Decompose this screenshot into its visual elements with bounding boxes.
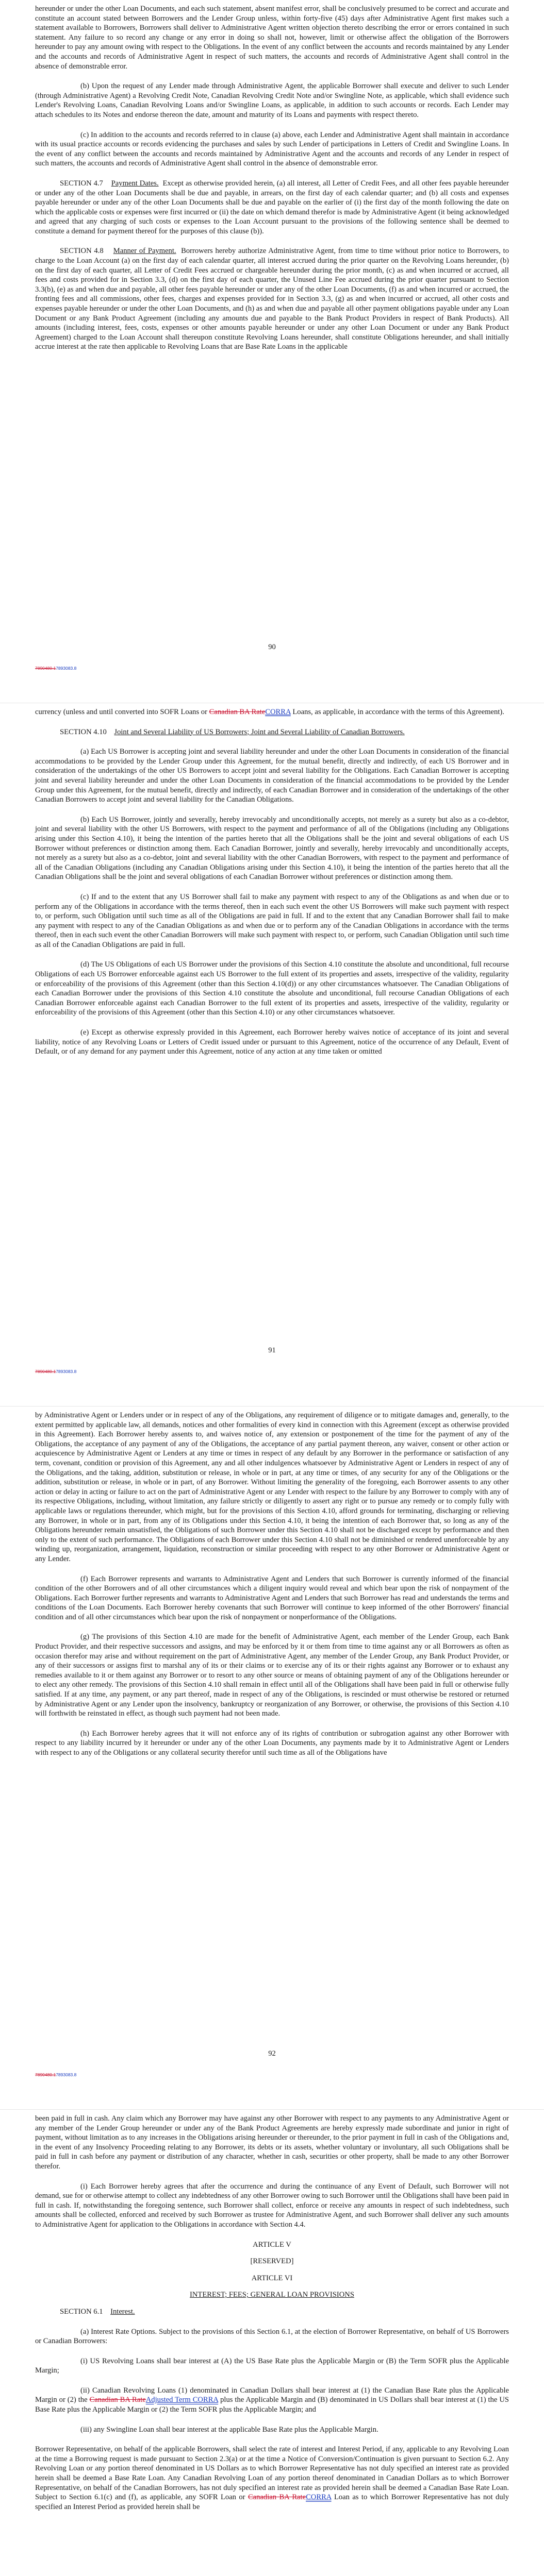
doc-id-deleted: 7890480.1: [35, 1369, 56, 1374]
paragraph: (c) In addition to the accounts and records referred to in clause (a) above, each Lender and Administrative Agent shall maintain in accordance with its usual practice accounts or records evidencing the purchases and sales by such Lender of participations in Letters of Credit and Swingline Loans. In the event of any conflict between the accounts and records maintained by Administrative Agent and the accounts and records of any Lender in respect of such matters, the accounts and records of Administrative Agent shall control in the absence of demonstrable error.: [35, 130, 509, 168]
deleted-text: Canadian BA Rate: [248, 2493, 306, 2502]
paragraph: (i) Each Borrower hereby agrees that after the occurrence and during the continuance of any Event of Default, such Borrower will not demand, sue for or otherwise attempt to collect any indebtedness of any other Borrower owing to such Borrower until the Obligations shall have been paid in full in cash. If, notwithstanding the foregoing sentence, such Borrower shall collect, enforce or receive any amounts in respect of such indebtedness, such amounts shall be collected, enforced and received by such Borrower as trustee for Administrative Agent, and such Borrower shall deliver any such amounts to Administrative Agent for application to the Obligations in accordance with Section 4.4.: [35, 2182, 509, 2229]
paragraph: (c) If and to the extent that any US Borrower shall fail to make any payment with respect to any of the Obligations as and when due or to perform any of the Obligations in accordance with the terms thereof, then in each such event the other US Borrowers will make such payment with respect to, or perform, such Obligation until such time as all of the Obligations are paid in full. If and to the extent that any Canadian Borrower shall fail to make any payment with respect to any of the Canadian Obligations as and when due or to perform any of the Canadian Obligations in accordance with the terms thereof, then in each such event the other Canadian Borrowers will make such payment with respect to, or perform, such Canadian Obligation until such time as all of the Canadian Obligations are paid in full.: [35, 892, 509, 949]
paragraph: (iii) any Swingline Loan shall bear interest at the applicable Base Rate plus the Applicable Margin.: [80, 2425, 378, 2434]
page-number: 91: [268, 1346, 276, 1354]
paragraph: hereunder or under the other Loan Documents, and each such statement, absent manifest error, shall be conclusively presumed to be correct and accurate and constitute an account stated between Borrowers and the Lender Group unless, within forty-five (45) days after Administrative Agent first makes such a statement available to Borrowers, Borrowers shall deliver to Administrative Agent written objection thereto describing the error or errors contained in such statement. Any failure to so record any change or any error in doing so shall not, however, limit or otherwise affect the obligation of the Borrowers hereunder to pay any amount owing with respect to the Obligations. In the event of any conflict between the accounts and records maintained by any Lender and the accounts and records of Administrative Agent in respect of such matters, the accounts and records of Administrative Agent shall control in the absence of demonstrable error.: [35, 5, 509, 71]
paragraph: [35, 246, 509, 352]
section-title: Interest.: [110, 2307, 135, 2316]
document-id: [35, 1369, 76, 1374]
section-number: SECTION 4.10: [60, 727, 107, 736]
paragraph: (b) Upon the request of any Lender made through Administrative Agent, the applicable Borrower shall execute and deliver to such Lender (through Administrative Agent) a Revolving Credit Note, Canadian Revolving Credit Note and/or Swingline Note, as applicable, which shall evidence such Lender's Revolving Loans, Canadian Revolving Loans and/or Swingline Loans, as applicable, in addition to such accounts or records. Each Lender may attach schedules to its Notes and endorse thereon the date, amount and maturity of its Loans and payments with respect thereto.: [35, 82, 509, 119]
document-id: [35, 2072, 76, 2077]
doc-id-inserted: 7893083.8: [56, 1369, 77, 1374]
text-run: Borrower Representative, on behalf of the applicable Borrowers, shall select the rate of interest and Interest Period, if any, applicable to any Revolving Loan at the time a Borrowing request is made pursuant to Section 2.3(a) or at the time a Notice of Conversion/Continuation is given pursuant to Section 6.2. Any Revolving Loan or any portion thereof denominated in US Dollars as to which Borrower Representative has not duly specified an interest rate as provided herein shall be deemed a Base Rate Loan. Any Canadian Revolving Loan of any portion thereof denominated in Canadian Dollars as to which Borrower Representative, on behalf of the Canadian Borrowers, has not duly specified an interest rate as provided herein shall be deemed a Canadian Base Rate Loan. Subject to Section 6.1(c) and (f), as applicable, any SOFR Loan or: [35, 2445, 509, 2502]
doc-id-inserted: 7893083.8: [56, 666, 77, 671]
article-title: [RESERVED]: [250, 2257, 294, 2266]
text-run: currency (unless and until converted into SOFR Loans or: [35, 708, 209, 716]
section-title: Joint and Several Liability of US Borrowers; Joint and Several Liability of Canadian Borrowers.: [114, 727, 405, 736]
paragraph: (i) US Revolving Loans shall bear interest at (A) the US Base Rate plus the Applicable Margin or (B) the Term SOFR plus the Applicable Margin;: [35, 2357, 509, 2375]
doc-id-inserted: 7893083.8: [56, 2072, 77, 2077]
text-run: Loans, as applicable, in accordance with the terms of this Agreement).: [290, 708, 504, 716]
deleted-text: Canadian BA Rate: [209, 708, 266, 716]
article-heading: ARTICLE VI: [251, 2274, 293, 2282]
deleted-text: Canadian BA Rate: [89, 2396, 146, 2404]
paragraph: [35, 727, 509, 737]
doc-id-deleted: 7890480.1: [35, 666, 56, 671]
paragraph: (a) Each US Borrower is accepting joint and several liability hereunder and under the other Loan Documents in consideration of the financial accommodations to be provided by the Lender Group under this Agreement, for the mutual benefit, directly and indirectly, of each US Borrower and in consideration of the undertakings of the other US Borrowers to accept joint and several liability for the Obligations. Each Canadian Borrower is accepting joint and several liability hereunder and under the other Loan Documents in consideration of the financial accommodations to be provided by the Lender Group under this Agreement, for the mutual benefit, directly and indirectly, of each Canadian Borrower and in consideration of the undertakings of the other Canadian Borrowers to accept joint and several liability for the Canadian Obligations.: [35, 748, 509, 804]
document-id: [35, 666, 76, 671]
text-run: Loan as to which Borrower Representative has not duly specified an Interest Period as provided herein shall be: [35, 2493, 509, 2511]
paragraph: [35, 2386, 509, 2415]
section-number: SECTION 6.1: [60, 2307, 103, 2316]
page-90: [0, 0, 544, 703]
paragraph: [35, 2307, 509, 2317]
section-text: Except as otherwise provided herein, (a) all interest, all Letter of Credit Fees, and all other fees payable hereunder or under any of the other Loan Documents shall be due and payable, in arrears, on the first day of each calendar quarter; and (b) all costs and expenses payable hereunder or under any of the other Loan Documents shall be due and payable on the earlier of (i) the first day of the month following the date on which the applicable costs or expenses were first incurred or (ii) the date on which demand therefor is made by Administrative Agent (it being acknowledged and agreed that any charging of such costs or expenses to the Loan Account pursuant to the provisions of the following sentence shall be deemed to constitute a demand for payment thereof for the purposes of this clause (b)).: [35, 179, 509, 235]
paragraph: (d) The US Obligations of each US Borrower under the provisions of this Section 4.10 constitute the absolute and unconditional, full recourse Obligations of each US Borrower enforceable against each US Borrower to the full extent of its properties and assets, irrespective of the validity, regularity or enforceability of the provisions of this Agreement (other than this Section 4.10(d)) or any other circumstances whatsoever. The Canadian Obligations of each Canadian Borrower under the provisions of this Section 4.10 constitute the absolute and unconditional, full recourse Canadian Obligations of each Canadian Borrower enforceable against each Canadian Borrower to the full extent of its properties and assets, irrespective of the validity, regularity or enforceability of the provisions of this Agreement (other than this Section 4.10) or any other circumstances whatsoever.: [35, 960, 509, 1017]
doc-id-deleted: 7890480.1: [35, 2072, 56, 2077]
paragraph: (a) Interest Rate Options. Subject to the provisions of this Section 6.1, at the election of Borrower Representative, on behalf of US Borrowers or Canadian Borrowers:: [35, 2327, 509, 2346]
inserted-text: CORRA: [265, 708, 291, 716]
inserted-text: CORRA: [306, 2493, 332, 2502]
page-93: [0, 2110, 544, 2576]
paragraph: (b) Each US Borrower, jointly and severally, hereby irrevocably and unconditionally accepts, not merely as a surety but also as a co-debtor, joint and several liability with the other US Borrowers, with respect to the payment and performance of all of the Obligations (including any Obligations arising under this Section 4.10), it being the intention of the parties hereto that all the Obligations shall be the joint and several obligations of each US Borrower without preferences or distinction among them. Each Canadian Borrower, jointly and severally, hereby irrevocably and unconditionally accepts, not merely as a surety but also as a co-debtor, joint and several liability with the other Canadian Borrowers, with respect to the payment and performance of all of the Canadian Obligations (including any Canadian Obligations arising under this Section 4.10), it being the intention of the parties hereto that all the Canadian Obligations shall be the joint and several obligations of each Canadian Borrower without preferences or distinction among them.: [35, 815, 509, 882]
text-run: plus the Applicable Margin and (B) denominated in US Dollars shall bear interest at (1) the US Base Rate plus the Applicable Margin or (2) the Term SOFR plus the Applicable Margin; and: [35, 2396, 509, 2414]
page-number: 92: [268, 2049, 276, 2058]
text-run: (ii) Canadian Revolving Loans (1) denominated in Canadian Dollars shall bear interest at (1) the Canadian Base Rate plus the Applicable Margin or (2) the: [35, 2386, 509, 2404]
paragraph: by Administrative Agent or Lenders under or in respect of any of the Obligations, any requirement of diligence or to mitigate damages and, generally, to the extent permitted by applicable law, all demands, notices and other formalities of every kind in connection with this Agreement (except as otherwise provided in this Agreement). Each Borrower hereby assents to, and waives notice of, any extension or postponement of the time for the payment of any of the Obligations, the acceptance of any payment of any of the Obligations, the acceptance of any partial payment thereon, any waiver, consent or other action or acquiescence by Administrative Agent or Lenders at any time or times in respect of any default by any Borrower in the performance or satisfaction of any term, covenant, condition or provision of this Agreement, any and all other indulgences whatsoever by Administrative Agent or Lenders in respect of any of the Obligations, and the taking, addition, substitution or release, in whole or in part, at any time or times, of any security for any of the Obligations or the addition, substitution or release, in whole or in part, of any Borrower. Without limiting the generality of the foregoing, each Borrower assents to any other action or delay in acting or failure to act on the part of Administrative Agent or any Lender with respect to the failure by any Borrower to comply with any of its respective Obligations, including, without limitation, any failure strictly or diligently to assert any right or to pursue any remedy or to comply fully with applicable laws or regulations thereunder, which might, but for the provisions of this Section 4.10, afford grounds for terminating, discharging or relieving any Borrower, in whole or in part, from any of its Obligations under this Section 4.10, it being the intention of each Borrower that, so long as any of the Obligations hereunder remain unsatisfied, the Obligations of such Borrower under this Section 4.10 shall not be discharged except by performance and then only to the extent of such performance. The Obligations of each Borrower under this Section 4.10 shall not be diminished or rendered unenforceable by any winding up, reorganization, arrangement, liquidation, reconstruction or similar proceeding with respect to any other Borrower or Administrative Agent or any Lender.: [35, 1411, 509, 1563]
paragraph: (g) The provisions of this Section 4.10 are made for the benefit of Administrative Agent, each member of the Lender Group, each Bank Product Provider, and their respective successors and assigns, and may be enforced by it or them from time to time against any or all Borrowers as often as occasion therefor may arise and without requirement on the part of Administrative Agent, any member of the Lender Group, any Bank Product Provider, or any of their successors or assigns first to marshal any of its or their claims or to exercise any of its or their rights against any Borrower or to exhaust any remedies available to it or them against any Borrower or to resort to any other source or means of obtaining payment of any of the Obligations hereunder or to elect any other remedy. The provisions of this Section 4.10 shall remain in effect until all of the Obligations shall have been paid in full or otherwise fully satisfied. If at any time, any payment, or any part thereof, made in respect of any of the Obligations, is rescinded or must otherwise be restored or returned by Administrative Agent or any Lender upon the insolvency, bankruptcy or reorganization of any Borrower, or otherwise, the provisions of this Section 4.10 will forthwith be reinstated in effect, as though such payment had not been made.: [35, 1633, 509, 1718]
paragraph: [35, 2445, 509, 2512]
page-number: 90: [268, 643, 276, 651]
article-heading: ARTICLE V: [253, 2240, 291, 2249]
section-title: Manner of Payment.: [113, 247, 176, 256]
inserted-text: Adjusted Term CORRA: [145, 2396, 219, 2404]
paragraph: been paid in full in cash. Any claim which any Borrower may have against any other Borrower with respect to any payments to any Administrative Agent or any member of the Lender Group hereunder or under any of the Bank Product Agreements are hereby expressly made subordinate and junior in right of payment, without limitation as to any increases in the Obligations arising hereunder or thereunder, to the prior payment in full in cash of the Obligations and, in the event of any Insolvency Proceeding relating to any Borrower, its debts or its assets, whether voluntary or involuntary, all such Obligations shall be paid in full in cash before any payment or distribution of any character, whether in cash, securities or other property, shall be made to any other Borrower therefor.: [35, 2114, 509, 2171]
paragraph: (e) Except as otherwise expressly provided in this Agreement, each Borrower hereby waives notice of acceptance of its joint and several liability, notice of any Revolving Loans or Letters of Credit issued under or pursuant to this Agreement, notice of the occurrence of any Default, Event of Default, or of any demand for any payment under this Agreement, notice of any action at any time taken or omitted: [35, 1028, 509, 1056]
section-number: SECTION 4.8: [60, 247, 104, 256]
page-91: [0, 703, 544, 1406]
section-text: Borrowers hereby authorize Administrative Agent, from time to time without prior notice to Borrowers, to charge to the Loan Account (a) on the first day of each calendar quarter, all interest accrued during the prior quarter on the Revolving Loans hereunder, (b) on the first day of each quarter, all Letter of Credit Fees accrued or chargeable hereunder during the prior month, (c) as and when incurred or accrued, all fees and costs provided for in Section 3.3, (d) on the first day of each quarter, the Unused Line Fee accrued during the prior quarter pursuant to Section 3.3(b), (e) as and when due and payable, all other fees payable hereunder or under any of the other Loan Documents, (f) as and when incurred or accrued, the fronting fees and all commissions, other fees, charges and expenses provided for in Section 3.3, (g) as and when incurred or accrued, all other costs and expenses payable hereunder or under the other Loan Documents, and (h) as and when due and payable all other payment obligations payable under any Loan Document or any Bank Product Agreement (including any amounts due and payable to the Bank Product Providers in respect of Bank Products). All amounts (including interest, fees, costs, expenses or other amounts payable hereunder or under any other Loan Document or under any Bank Product Agreement) charged to the Loan Account shall thereupon constitute Revolving Loans hereunder, shall constitute Obligations hereunder, and shall initially accrue interest at the rate then applicable to Revolving Loans that are Base Rate Loans in the applicable: [35, 247, 509, 351]
section-number: SECTION 4.7: [60, 179, 103, 188]
article-title: INTEREST; FEES; GENERAL LOAN PROVISIONS: [190, 2291, 354, 2299]
paragraph: (f) Each Borrower represents and warrants to Administrative Agent and Lenders that such Borrower is currently informed of the financial condition of the other Borrowers and of all other circumstances which a diligent inquiry would reveal and which bear upon the risk of nonpayment of the Obligations. Each Borrower further represents and warrants to Administrative Agent and Lenders that such Borrower has read and understands the terms and conditions of the Loan Documents. Each Borrower hereby covenants that such Borrower will continue to keep informed of the other Borrowers' financial condition and of all other circumstances which bear upon the risk of nonpayment or nonperformance of the Obligations.: [35, 1574, 509, 1621]
page-92: [0, 1406, 544, 2110]
section-title: Payment Dates.: [111, 179, 159, 188]
paragraph: [35, 707, 509, 717]
paragraph: [35, 179, 509, 236]
paragraph: (h) Each Borrower hereby agrees that it will not enforce any of its rights of contribution or subrogation against any other Borrower with respect to any liability incurred by it hereunder or under any of the other Loan Documents, any payments made by it to Administrative Agent or Lenders with respect to any of the Obligations or any collateral security therefor until such time as all of the Obligations have: [35, 1729, 509, 1757]
